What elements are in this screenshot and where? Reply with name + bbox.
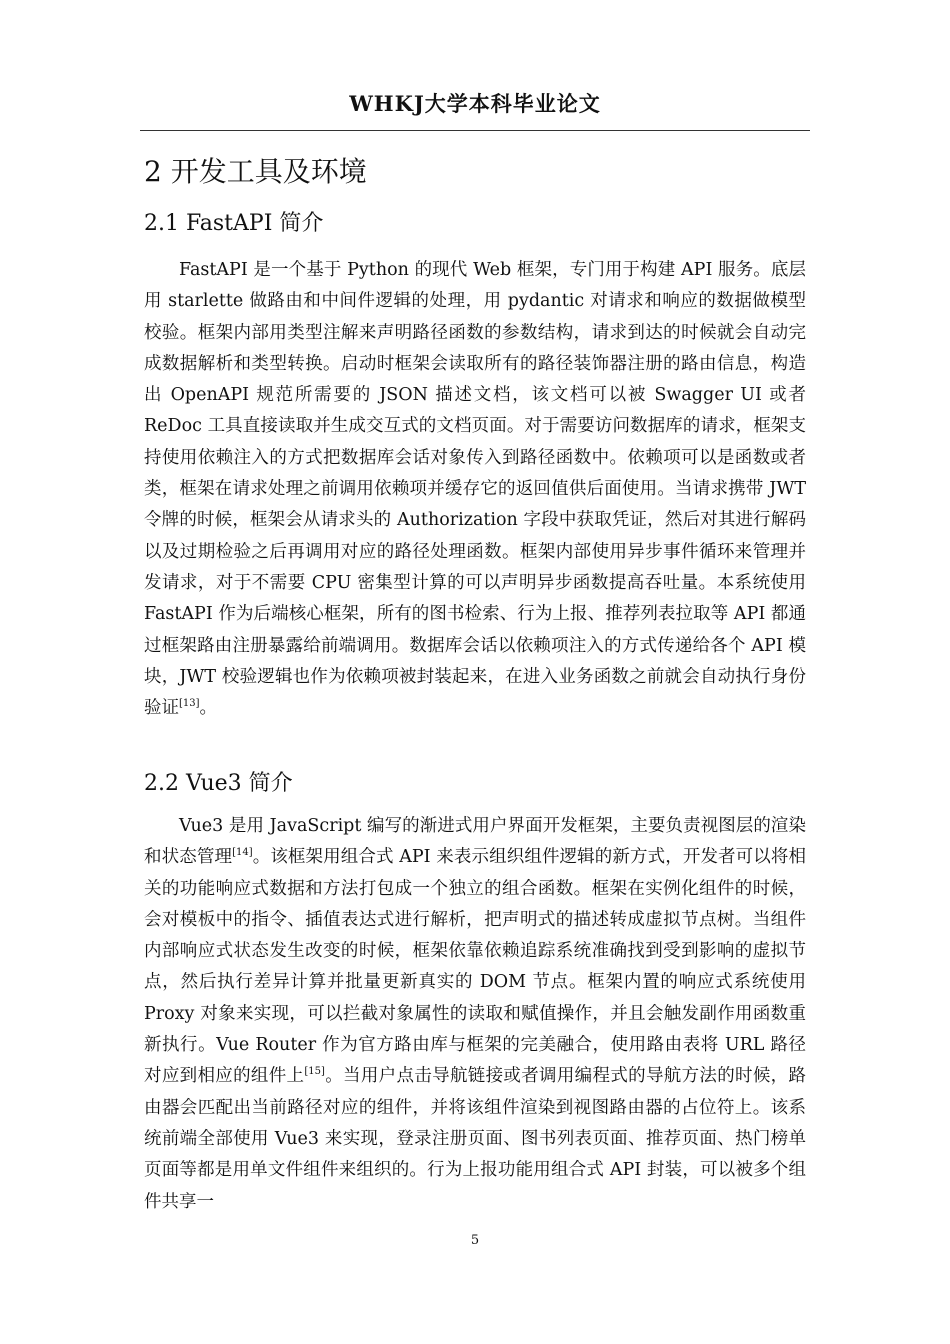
paragraph-vue3-text-3: 。当用户点击导航链接或者调用编程式的导航方法的时候，路由器会匹配出当前路径对应的组件，并将该组件渲染到视图路由器的占位符上。该系统前端全部使用 Vue3 来实现，登录注册页面、图书列表页面、推荐页面、热门榜单页面等都是用单文件组件来组织的。行为上报功能用组合式 API 封装，可以被多个组件共享一	[144, 1066, 807, 1212]
paragraph-fastapi	[144, 255, 806, 724]
paragraph-vue3	[144, 811, 806, 1218]
paragraph-fastapi-text: FastAPI 是一个基于 Python 的现代 Web 框架，专门用于构建 API 服务。底层用 starlette 做路由和中间件逻辑的处理，用 pydantic 对请求和响应的数据做模型校验。框架内部用类型注解来声明路径函数的参数结构，请求到达的时候就会自动完成数据解析和类型转换。启动时框架会读取所有的路径装饰器注册的路由信息，构造出 OpenAPI 规范所需要的 JSON 描述文档，该文档可以被 Swagger UI 或者 ReDoc 工具直接读取并生成交互式的文档页面。对于需要访问数据库的请求，框架支持使用依赖注入的方式把数据库会话对象传入到路径函数中。依赖项可以是函数或者类，框架在请求处理之前调用依赖项并缓存它的返回值供后面使用。当请求携带 JWT 令牌的时候，框架会从请求头的 Authorization 字段中获取凭证，然后对其进行解码以及过期检验之后再调用对应的路径处理函数。框架内部使用异步事件循环来管理并发请求，对于不需要 CPU 密集型计算的可以声明异步函数提高吞吐量。本系统使用 FastAPI 作为后端核心框架，所有的图书检索、行为上报、推荐列表拉取等 API 都通过框架路由注册暴露给前端调用。数据库会话以依赖项注入的方式传递给各个 API 模块，JWT 校验逻辑也作为依赖项被封装起来，在进入业务函数之前就会自动执行身份验证	[144, 260, 806, 719]
section-title-fastapi: 2.1 FastAPI 简介	[144, 211, 324, 236]
page-number: 5	[470, 1233, 480, 1248]
paragraph-vue3-text-2: 。该框架用组合式 API 来表示组织组件逻辑的新方式，开发者可以将相关的功能响应式数据和方法打包成一个独立的组合函数。框架在实例化组件的时候，会对模板中的指令、插值表达式进行解析，把声明式的描述转成虚拟节点树。当组件内部响应式状态发生改变的时候，框架依靠依赖追踪系统准确找到受到影响的虚拟节点，然后执行差异计算并批量更新真实的 DOM 节点。框架内置的响应式系统使用 Proxy 对象来实现，可以拦截对象属性的读取和赋值操作，并且会触发副作用函数重新执行。Vue Router 作为官方路由库与框架的完美融合，使用路由表将 URL 路径对应到相应的组件上	[144, 847, 807, 1087]
running-header: WHKJ大学本科毕业论文	[349, 91, 601, 116]
paragraph-fastapi-end: 。	[199, 698, 218, 719]
chapter-title: 2 开发工具及环境	[144, 155, 367, 188]
section-title-vue3: 2.2 Vue3 简介	[144, 771, 293, 796]
header-rule	[140, 130, 810, 131]
citation-15: [15]	[304, 1066, 325, 1078]
citation-13: [13]	[179, 698, 200, 710]
paragraph-vue3-text-1: Vue3 是用 JavaScript 编写的渐进式用户界面开发框架，主要负责视图层的渲染和状态管理	[144, 816, 806, 868]
citation-14: [14]	[232, 847, 253, 859]
